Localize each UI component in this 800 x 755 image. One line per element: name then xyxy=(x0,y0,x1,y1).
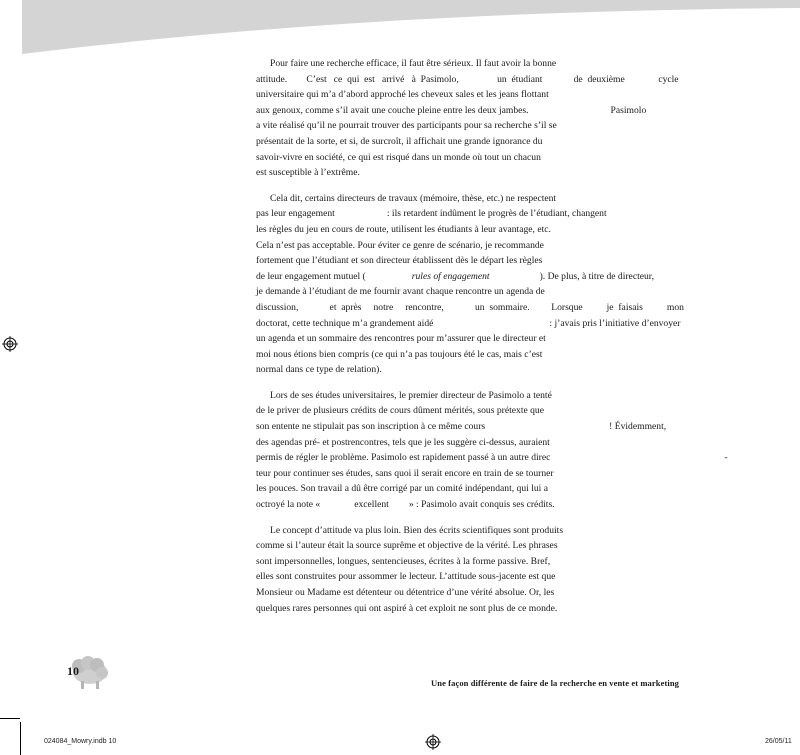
text-line-end: : j’avais pris l’initiative d’envoyer xyxy=(549,317,681,329)
text-line-start: octroyé la note « xyxy=(256,499,321,511)
text-line: présentait de la sorte, et si, de surcroît, il affichait une grande ignorance du xyxy=(256,135,543,147)
paragraph-directors xyxy=(256,191,688,378)
text-line: Le concept d’attitude va plus loin. Bien des écrits scientifiques sont produits xyxy=(270,524,564,536)
paragraph-credits xyxy=(256,388,728,513)
text-line: elles sont construites pour assommer le lecteur. L’attitude sous-jacente est que xyxy=(256,571,556,583)
text-line: attitude. C’est ce qui est arrivé à Pasimolo, un étudiant de deuxième cycle xyxy=(256,73,679,85)
text-line: un agenda et un sommaire des rencontres pour m’assurer que le directeur et xyxy=(256,333,546,345)
text-line: Pour faire une recherche efficace, il faut être sérieux. Il faut avoir la bonne xyxy=(270,58,557,69)
text-line: normal dans ce type de relation). xyxy=(256,364,382,376)
text-line: universitaire qui m’a d’abord approché les cheveux sales et les jeans flottant xyxy=(256,89,549,101)
text-line-end: : ils retardent indûment le progrès de l’étudiant, changent xyxy=(386,208,607,220)
text-line: est susceptible à l’extrême. xyxy=(256,167,360,179)
text-line: Cela dit, certains directeurs de travaux (mémoire, thèse, etc.) ne respectent xyxy=(270,192,557,204)
slug-date: 26/05/11 xyxy=(765,738,792,745)
text-line xyxy=(256,316,688,332)
text-line-start: son entente ne stipulait pas son inscription à ce même cours xyxy=(256,421,486,433)
text-line xyxy=(256,419,688,435)
text-line: comme si l’auteur était la source suprême et objective de la vérité. Les phrases xyxy=(256,540,558,552)
text-line: savoir-vivre en société, ce qui est risqué dans un monde où tout un chacun xyxy=(256,151,541,163)
text-line xyxy=(256,450,728,466)
text-line xyxy=(256,497,688,513)
text-line: Lors de ses études universitaires, le premier directeur de Pasimolo a tenté xyxy=(270,389,552,401)
running-footer: Une façon différente de faire de la recherche en vente et marketing xyxy=(431,678,680,688)
text-line: discussion, et après notre rencontre, un sommaire. Lorsque je faisais mon xyxy=(256,301,684,313)
registration-mark-icon xyxy=(2,336,18,352)
body-text xyxy=(256,56,728,626)
paragraph-attitude xyxy=(256,56,688,181)
text-line: les règles du jeu en cours de route, utilisent les étudiants à leur avantage, etc. xyxy=(256,223,551,235)
page-number: 10 xyxy=(67,664,79,678)
paragraph-concept xyxy=(256,523,688,617)
text-line xyxy=(256,103,688,119)
crop-mark xyxy=(20,722,21,755)
text-line: a vite réalisé qu’il ne pourrait trouver des participants pour sa recherche s’il se xyxy=(256,120,557,132)
text-line-end: ). De plus, à titre de directeur, xyxy=(539,270,655,282)
text-line: des agendas pré- et postrencontres, tels que je les suggère ci-dessus, auraient xyxy=(256,436,550,448)
text-line: moi nous étions bien compris (ce qui n’a pas toujours été le cas, mais c’est xyxy=(256,348,543,360)
crop-mark xyxy=(0,718,20,719)
text-line: fortement que l’étudiant et son directeur établissent dès le départ les règles xyxy=(256,255,543,267)
italic-term: rules of engagement xyxy=(411,270,490,282)
text-line: sont impersonnelles, longues, sentencieuses, écrites à la forme passive. Bref, xyxy=(256,555,551,567)
registration-mark-icon xyxy=(425,734,441,750)
slug-file-info: 024084_Mowry.indb 10 xyxy=(44,738,117,745)
text-line: teur pour continuer ses études, sans quoi il serait encore en train de se tourner xyxy=(256,467,554,479)
text-line xyxy=(256,206,688,222)
text-line: de le priver de plusieurs crédits de cours dûment mérités, sous prétexte que xyxy=(256,405,544,417)
grade-word: excellent xyxy=(354,499,389,511)
text-line-start: pas leur engagement xyxy=(256,208,335,220)
text-line-start: permis de régler le problème. Pasimolo est rapidement passé à un autre direc xyxy=(256,452,551,464)
text-line-end: - xyxy=(724,452,728,464)
text-line xyxy=(256,269,688,285)
text-line-start: doctorat, cette technique m’a grandement aidé xyxy=(256,317,434,329)
text-line-start: aux genoux, comme s’il avait une couche pleine entre les deux jambes. xyxy=(256,104,529,116)
text-line: je demande à l’étudiant de me fournir avant chaque rencontre un agenda de xyxy=(256,286,545,298)
text-line: quelques rares personnes qui ont aspiré à cet exploit ne sont plus de ce monde. xyxy=(256,602,558,614)
text-line-end: » : Pasimolo avait conquis ses crédits. xyxy=(408,499,555,511)
text-line: Cela n’est pas acceptable. Pour éviter ce genre de scénario, je recommande xyxy=(256,239,544,251)
text-line-end: Pasimolo xyxy=(610,104,647,116)
text-line: les pouces. Son travail a dû être corrigé par un comité indépendant, qui lui a xyxy=(256,483,548,495)
text-line-start: de leur engagement mutuel ( xyxy=(256,270,366,282)
text-line-end: ! Évidemment, xyxy=(609,421,667,433)
text-line: Monsieur ou Madame est détenteur ou détentrice d’une vérité absolue. Or, les xyxy=(256,587,555,598)
header-swoosh xyxy=(0,0,800,60)
